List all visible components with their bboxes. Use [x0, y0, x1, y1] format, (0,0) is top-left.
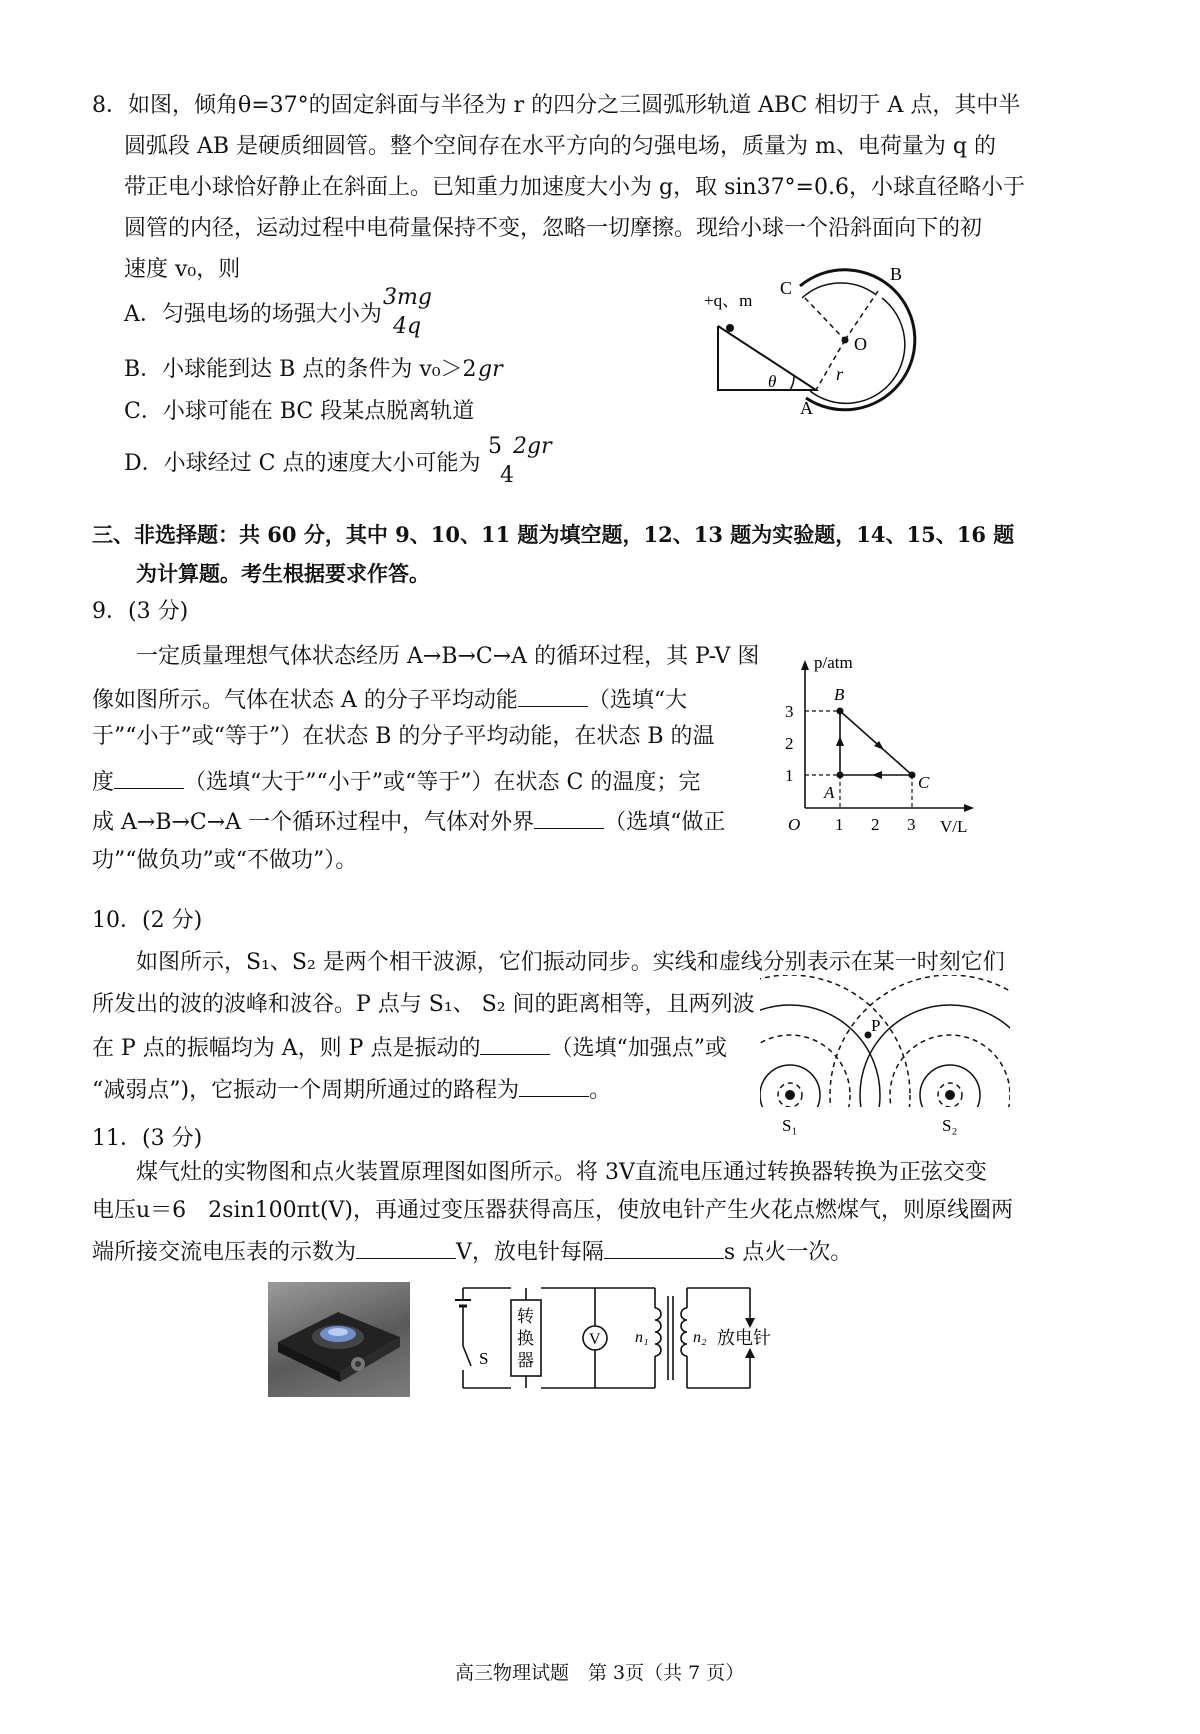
q10-blank1[interactable]: [480, 1034, 550, 1055]
q10-fig-label-p: P: [871, 1016, 881, 1035]
q8-option-d-prefix: 5: [488, 434, 502, 459]
q8-option-d-denominator: 4: [500, 463, 514, 488]
q8-fig-label-o: O: [854, 334, 867, 354]
q9-graph-ytick-3: 3: [785, 702, 794, 721]
q10-line3: [92, 1034, 727, 1060]
q11-line3-a: 端所接交流电压表的示数为: [92, 1240, 357, 1265]
q9-graph-xtick-2: 2: [871, 815, 880, 834]
q10-line1: 如图所示，S₁、S₂ 是两个相干波源，它们振动同步。实线和虚线分别表示在某一时刻它们: [136, 950, 1005, 975]
q9-line1: 一定质量理想气体状态经历 A→B→C→A 的循环过程，其 P-V 图: [136, 644, 760, 669]
q8-option-a: A．匀强电场的场强大小为: [124, 302, 382, 327]
q8-fig-label-a: A: [800, 398, 813, 418]
q8-line2: 圆弧段 AB 是硬质细圆管。整个空间存在水平方向的匀强电场，质量为 m、电荷量为 q 的: [124, 134, 996, 159]
q8-line1: 8．如图，倾角θ=37°的固定斜面与半径为 r 的四分之三圆弧形轨道 ABC 相切于 A 点，其中半: [92, 93, 1021, 118]
q11-line3-c: s 点火一次。: [723, 1240, 853, 1265]
circuit-needle-label: 放电针: [717, 1328, 771, 1348]
q9-line6: 功”“做负功”或“不做功”）。: [92, 848, 358, 873]
circuit-n1-label: n₁: [635, 1329, 649, 1346]
q9-line2: [92, 686, 687, 712]
q9-blank1[interactable]: [518, 686, 588, 707]
q9-line2-a: 像如图所示。气体在状态 A 的分子平均动能: [92, 688, 518, 713]
circuit-switch-label: S: [479, 1349, 489, 1368]
q8-fig-charge-label: +q、m: [704, 291, 753, 310]
ignition-circuit-diagram: [455, 1278, 775, 1398]
q9-line2-b: （选填“大: [587, 688, 688, 713]
q10-fig-label-s2: S₂: [942, 1116, 958, 1135]
q9-line3: 于”“小于”或“等于”）在状态 B 的分子平均动能，在状态 B 的温: [92, 724, 715, 749]
gas-stove-photo: [268, 1282, 410, 1397]
q9-graph-origin: O: [788, 815, 801, 834]
section3-heading-line1: 三、非选择题：共 60 分，其中 9、10、11 题为填空题，12、13 题为实验题，14、15、16 题: [92, 522, 1015, 547]
q10-line4: [92, 1076, 611, 1102]
q9-line4: [92, 768, 700, 794]
q9-graph-ytick-1: 1: [785, 766, 794, 785]
q9-graph-point-c: C: [918, 773, 930, 792]
q11-heading: 11．(3 分): [92, 1126, 203, 1151]
q8-option-b-tail: gr: [478, 357, 503, 382]
q10-heading: 10．(2 分): [92, 908, 203, 933]
q9-line5-b: （选填“做正: [604, 810, 726, 835]
page-footer: 高三物理试题 第 3页（共 7 页）: [455, 1662, 745, 1684]
q11-line1: 煤气灶的实物图和点火装置原理图如图所示。将 3V直流电压通过转换器转换为正弦交变: [136, 1160, 987, 1185]
q10-fig-label-s1: S₁: [782, 1116, 798, 1135]
q9-graph-xtick-1: 1: [835, 815, 844, 834]
q10-line3-a: 在 P 点的振幅均为 A，则 P 点是振动的: [92, 1036, 481, 1061]
q9-graph-point-a: A: [824, 783, 835, 802]
circuit-voltmeter-label: V: [589, 1331, 601, 1348]
q11-line3: [92, 1238, 852, 1264]
q9-graph-xtick-3: 3: [907, 815, 916, 834]
q9-line4-b: （选填“大于”“小于”或“等于”）在状态 C 的温度；完: [184, 770, 701, 795]
q10-wave-interference-figure: [760, 975, 1010, 1137]
q9-heading: 9．(3 分): [92, 599, 189, 624]
q11-blank1[interactable]: [356, 1238, 456, 1259]
circuit-converter-char2: 换: [517, 1329, 534, 1348]
q11-blank2[interactable]: [604, 1238, 724, 1259]
q8-option-b: B．小球能到达 B 点的条件为 v₀＞2: [124, 357, 477, 382]
circuit-converter-char3: 器: [517, 1351, 534, 1370]
q9-pv-graph: [780, 650, 990, 845]
q8-option-d-numerator: 2gr: [513, 434, 552, 459]
circuit-n2-label: n₂: [693, 1329, 707, 1346]
q11-line2: 电压u＝6 2sin100πt(V)，再通过变压器获得高压，使放电针产生火花点燃煤气，则原线圈两: [92, 1198, 1014, 1223]
q9-blank2[interactable]: [114, 768, 184, 789]
q9-line5-a: 成 A→B→C→A 一个循环过程中，气体对外界: [92, 810, 535, 835]
q8-option-a-denominator: 4q: [393, 314, 422, 339]
q10-line4-b: 。: [589, 1078, 612, 1103]
q10-line2: 所发出的波的波峰和波谷。P 点与 S₁、 S₂ 间的距离相等，且两列波: [92, 992, 755, 1017]
q9-graph-ylabel: p/atm: [814, 653, 853, 672]
q8-fig-label-r: r: [836, 364, 844, 384]
q9-graph-xlabel: V/L: [940, 817, 968, 836]
q9-line4-a: 度: [92, 770, 115, 795]
q8-fig-label-c: C: [780, 278, 793, 298]
q10-blank2[interactable]: [519, 1076, 589, 1097]
q8-option-a-numerator: 3mg: [383, 285, 432, 310]
q8-line4: 圆管的内径，运动过程中电荷量保持不变，忽略一切摩擦。现给小球一个沿斜面向下的初: [124, 216, 983, 241]
q8-fig-label-b: B: [890, 264, 903, 284]
q8-line3: 带正电小球恰好静止在斜面上。已知重力加速度大小为 g，取 sin37°=0.6，小球直径略小于: [124, 175, 1025, 200]
q9-graph-point-b: B: [834, 685, 845, 704]
q10-line3-b: （选填“加强点”或: [550, 1036, 727, 1061]
q9-line5: [92, 808, 725, 834]
q8-option-c: C．小球可能在 BC 段某点脱离轨道: [124, 399, 475, 424]
q8-option-d: D．小球经过 C 点的速度大小可能为: [124, 451, 481, 476]
circuit-converter-char1: 转: [517, 1307, 534, 1326]
q9-graph-ytick-2: 2: [785, 734, 794, 753]
q10-line4-a: “减弱点”)，它振动一个周期所通过的路程为: [92, 1078, 520, 1103]
q11-line3-b: V，放电针每隔: [456, 1240, 604, 1265]
q8-incline-track-figure: [690, 258, 940, 428]
q8-fig-label-theta: θ: [768, 372, 777, 391]
q8-line5: 速度 v₀，则: [124, 257, 241, 282]
section3-heading-line2: 为计算题。考生根据要求作答。: [136, 561, 430, 586]
q9-blank3[interactable]: [534, 808, 604, 829]
